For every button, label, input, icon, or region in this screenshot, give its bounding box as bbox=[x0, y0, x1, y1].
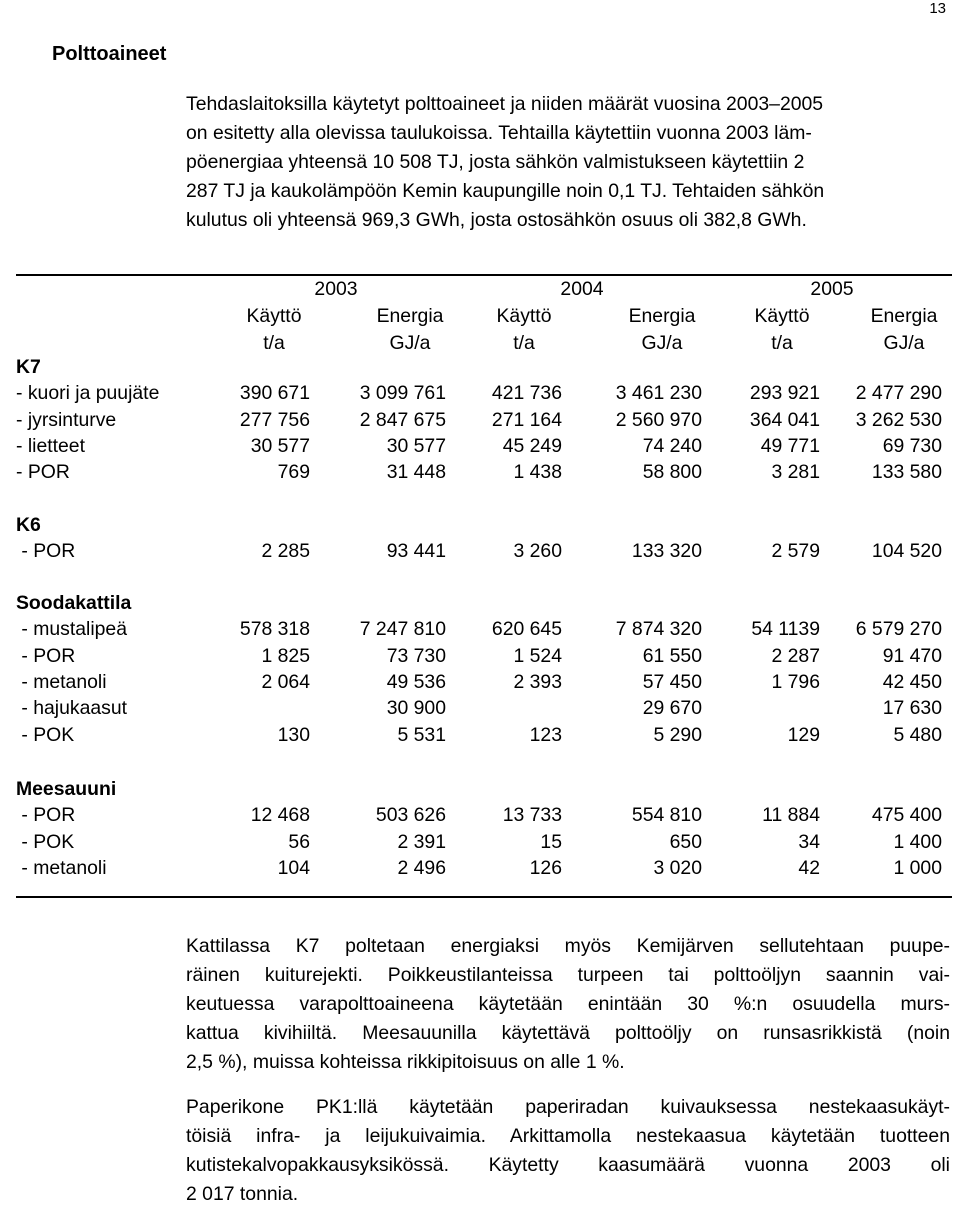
k7-paragraph-line: kattua kivihiiltä. Meesauunilla käytettävä polttoöljy on runsasrikkistä (noin bbox=[186, 1022, 950, 1044]
pk1-paragraph-line: Paperikone PK1:llä käytetään paperiradan kuivauksessa nestekaasukäyt- bbox=[186, 1096, 950, 1118]
cell-value: 390 671 bbox=[239, 382, 310, 405]
k7-paragraph-line: keutuessa varapolttoaineena käytetään enintään 30 %:n osuudella murs- bbox=[186, 993, 950, 1015]
table-row bbox=[16, 645, 952, 671]
cell-value: 31 448 bbox=[386, 461, 446, 484]
table-row bbox=[16, 857, 952, 883]
cell-value: 93 441 bbox=[386, 540, 446, 563]
section-heading: Polttoaineet bbox=[52, 43, 167, 65]
column-header: Energia bbox=[376, 305, 444, 327]
cell-value: 769 bbox=[277, 461, 310, 484]
cell-value: 2 477 290 bbox=[855, 382, 942, 405]
cell-value: 57 450 bbox=[642, 670, 702, 693]
cell-value: 74 240 bbox=[642, 434, 702, 457]
cell-value: 29 670 bbox=[642, 697, 702, 720]
column-header: Energia bbox=[870, 305, 938, 327]
intro-paragraph bbox=[186, 90, 950, 235]
group-header bbox=[16, 514, 952, 540]
cell-value: 126 bbox=[529, 856, 562, 879]
table-bottom-rule bbox=[16, 896, 952, 898]
pk1-paragraph-line: töisiä infra- ja leijukuivaimia. Arkittamolla nestekaasua käytetään tuotteen bbox=[186, 1125, 950, 1147]
table-row bbox=[16, 831, 952, 857]
intro-line: on esitetty alla olevissa taulukoissa. Tehtailla käytettiin vuonna 2003 läm- bbox=[186, 122, 812, 144]
cell-value: 3 262 530 bbox=[855, 408, 942, 431]
cell-value: 73 730 bbox=[386, 644, 446, 667]
cell-value: 129 bbox=[787, 723, 820, 746]
cell-value: 2 579 bbox=[771, 540, 820, 563]
cell-value: 91 470 bbox=[882, 644, 942, 667]
cell-value: 130 bbox=[277, 723, 310, 746]
row-label: - mustalipeä bbox=[16, 618, 128, 641]
cell-value: 54 1139 bbox=[751, 618, 820, 641]
cell-value: 69 730 bbox=[882, 434, 942, 457]
row-label: - lietteet bbox=[16, 434, 85, 457]
column-unit: t/a bbox=[771, 332, 793, 354]
cell-value: 503 626 bbox=[375, 804, 446, 827]
cell-value: 554 810 bbox=[631, 804, 702, 827]
cell-value: 277 756 bbox=[239, 408, 310, 431]
year-header: 2003 bbox=[314, 278, 358, 300]
intro-line: kulutus oli yhteensä 969,3 GWh, josta ostosähkön osuus oli 382,8 GWh. bbox=[186, 209, 807, 231]
pk1-paragraph bbox=[186, 1093, 950, 1209]
cell-value: 58 800 bbox=[642, 461, 702, 484]
cell-value: 475 400 bbox=[871, 804, 942, 827]
table-row bbox=[16, 671, 952, 697]
column-unit: GJ/a bbox=[641, 332, 683, 354]
cell-value: 42 450 bbox=[882, 670, 942, 693]
cell-value: 2 391 bbox=[397, 830, 446, 853]
group-header bbox=[16, 778, 952, 804]
cell-value: 620 645 bbox=[491, 618, 562, 641]
cell-value: 1 438 bbox=[513, 461, 562, 484]
cell-value: 3 020 bbox=[653, 856, 702, 879]
cell-value: 45 249 bbox=[502, 434, 562, 457]
cell-value: 2 560 970 bbox=[615, 408, 702, 431]
page-number: 13 bbox=[929, 0, 946, 17]
k7-paragraph-line: Kattilassa K7 poltetaan energiaksi myös Kemijärven sellutehtaan puupe- bbox=[186, 935, 950, 957]
cell-value: 1 796 bbox=[771, 670, 820, 693]
cell-value: 271 164 bbox=[491, 408, 562, 431]
cell-value: 3 461 230 bbox=[615, 382, 702, 405]
row-label: - POK bbox=[16, 723, 75, 746]
cell-value: 3 281 bbox=[771, 461, 820, 484]
row-label: - metanoli bbox=[16, 670, 107, 693]
group-header bbox=[16, 356, 952, 382]
cell-value: 2 285 bbox=[261, 540, 310, 563]
column-unit: GJ/a bbox=[389, 332, 431, 354]
cell-value: 6 579 270 bbox=[855, 618, 942, 641]
cell-value: 49 536 bbox=[386, 670, 446, 693]
group-name: Meesauuni bbox=[16, 778, 117, 800]
k7-paragraph bbox=[186, 932, 950, 1077]
cell-value: 133 320 bbox=[631, 540, 702, 563]
year-header: 2004 bbox=[560, 278, 604, 300]
cell-value: 2 496 bbox=[397, 856, 446, 879]
cell-value: 2 847 675 bbox=[359, 408, 446, 431]
row-label: - POR bbox=[16, 461, 70, 484]
cell-value: 1 825 bbox=[261, 644, 310, 667]
cell-value: 49 771 bbox=[760, 434, 820, 457]
table-row bbox=[16, 724, 952, 750]
cell-value: 30 900 bbox=[386, 697, 446, 720]
cell-value: 364 041 bbox=[749, 408, 820, 431]
intro-line: 287 TJ ja kaukolämpöön Kemin kaupungille noin 0,1 TJ. Tehtaiden sähkön bbox=[186, 180, 825, 202]
k7-paragraph-line: 2,5 %), muissa kohteissa rikkipitoisuus on alle 1 %. bbox=[186, 1051, 625, 1073]
cell-value: 293 921 bbox=[749, 382, 820, 405]
cell-value: 5 290 bbox=[653, 723, 702, 746]
cell-value: 123 bbox=[529, 723, 562, 746]
table-row bbox=[16, 804, 952, 830]
cell-value: 104 bbox=[277, 856, 310, 879]
column-unit: t/a bbox=[513, 332, 535, 354]
cell-value: 1 524 bbox=[513, 644, 562, 667]
row-label: - metanoli bbox=[16, 856, 107, 879]
table-top-rule bbox=[16, 274, 952, 276]
column-unit: t/a bbox=[263, 332, 285, 354]
cell-value: 17 630 bbox=[882, 697, 942, 720]
row-label: - POK bbox=[16, 830, 75, 853]
row-label: - POR bbox=[16, 804, 76, 827]
table-row bbox=[16, 382, 952, 408]
cell-value: 34 bbox=[798, 830, 820, 853]
cell-value: 30 577 bbox=[386, 434, 446, 457]
row-label: - kuori ja puujäte bbox=[16, 382, 160, 405]
cell-value: 578 318 bbox=[239, 618, 310, 641]
table-row bbox=[16, 435, 952, 461]
cell-value: 15 bbox=[540, 830, 562, 853]
column-unit: GJ/a bbox=[883, 332, 925, 354]
intro-line: Tehdaslaitoksilla käytetyt polttoaineet ja niiden määrät vuosina 2003–2005 bbox=[186, 93, 824, 115]
table-row bbox=[16, 461, 952, 487]
table-row bbox=[16, 697, 952, 723]
cell-value: 11 884 bbox=[762, 804, 820, 827]
column-header: Energia bbox=[628, 305, 696, 327]
year-header: 2005 bbox=[810, 278, 854, 300]
table-row bbox=[16, 409, 952, 435]
k7-paragraph-line: räinen kuiturejekti. Poikkeustilanteissa turpeen tai polttoöljyn saannin vai- bbox=[186, 964, 950, 986]
group-name: Soodakattila bbox=[16, 592, 132, 614]
cell-value: 7 874 320 bbox=[615, 618, 702, 641]
cell-value: 61 550 bbox=[642, 644, 702, 667]
cell-value: 1 400 bbox=[893, 830, 942, 853]
cell-value: 30 577 bbox=[250, 434, 310, 457]
cell-value: 133 580 bbox=[871, 461, 942, 484]
column-header: Käyttö bbox=[754, 305, 810, 327]
cell-value: 104 520 bbox=[871, 540, 942, 563]
column-header: Käyttö bbox=[246, 305, 302, 327]
group-name: K6 bbox=[16, 514, 41, 536]
row-label: - hajukaasut bbox=[16, 697, 128, 720]
cell-value: 650 bbox=[669, 830, 702, 853]
group-name: K7 bbox=[16, 356, 41, 378]
table-row bbox=[16, 618, 952, 644]
cell-value: 5 531 bbox=[397, 723, 446, 746]
cell-value: 5 480 bbox=[893, 723, 942, 746]
column-header: Käyttö bbox=[496, 305, 552, 327]
row-label: - jyrsinturve bbox=[16, 408, 117, 431]
row-label: - POR bbox=[16, 644, 76, 667]
cell-value: 13 733 bbox=[502, 804, 562, 827]
cell-value: 2 287 bbox=[771, 644, 820, 667]
pk1-paragraph-line: 2 017 tonnia. bbox=[186, 1183, 299, 1205]
cell-value: 2 393 bbox=[513, 670, 562, 693]
table-row bbox=[16, 540, 952, 566]
cell-value: 56 bbox=[288, 830, 310, 853]
cell-value: 7 247 810 bbox=[359, 618, 446, 641]
cell-value: 12 468 bbox=[250, 804, 310, 827]
cell-value: 2 064 bbox=[261, 670, 310, 693]
intro-line: pöenergiaa yhteensä 10 508 TJ, josta sähkön valmistukseen käytettiin 2 bbox=[186, 151, 805, 173]
group-header bbox=[16, 592, 952, 618]
cell-value: 1 000 bbox=[893, 856, 942, 879]
row-label: - POR bbox=[16, 540, 76, 563]
cell-value: 3 260 bbox=[513, 540, 562, 563]
cell-value: 3 099 761 bbox=[359, 382, 446, 405]
cell-value: 42 bbox=[798, 856, 820, 879]
cell-value: 421 736 bbox=[491, 382, 562, 405]
pk1-paragraph-line: kutistekalvopakkausyksikössä. Käytetty kaasumäärä vuonna 2003 oli bbox=[186, 1154, 950, 1176]
